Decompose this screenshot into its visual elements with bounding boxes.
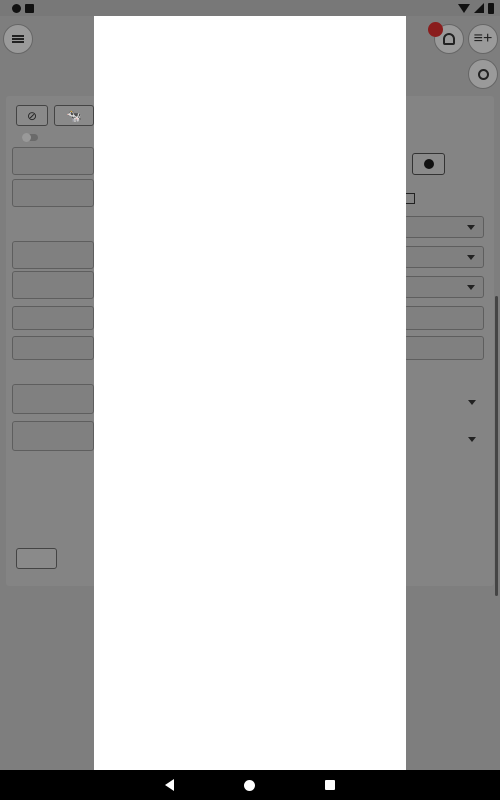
created-after-input[interactable] xyxy=(12,421,94,451)
status-bar xyxy=(0,0,500,16)
chevron-down-icon xyxy=(468,400,476,405)
dob-dropdown[interactable] xyxy=(404,392,484,414)
chevron-down-icon xyxy=(467,255,475,260)
recent-apps-icon[interactable] xyxy=(325,780,335,790)
download-button[interactable] xyxy=(412,153,445,175)
clipboard-notification-icon xyxy=(25,4,34,13)
chevron-down-icon xyxy=(467,285,475,290)
hamburger-icon xyxy=(12,35,24,43)
notification-badge xyxy=(428,22,443,37)
sort-by-select[interactable] xyxy=(12,147,94,175)
navigation-bar xyxy=(0,770,500,800)
show-archived-toggle[interactable] xyxy=(22,134,38,141)
tag-filter-input-right[interactable] xyxy=(404,306,484,330)
menu-button[interactable] xyxy=(3,24,33,54)
cow-add-icon: 🐄 xyxy=(66,108,82,123)
ranch-filter-dropdown[interactable] xyxy=(404,246,484,268)
search-button[interactable] xyxy=(468,59,498,89)
cattle-number-input[interactable] xyxy=(12,179,94,207)
battery-icon xyxy=(488,3,494,14)
dob-after-input[interactable] xyxy=(12,384,94,414)
chevron-down-icon xyxy=(468,437,476,442)
playlist-add-icon: ≡+ xyxy=(473,30,493,47)
tag-filter-input[interactable] xyxy=(12,306,94,330)
back-icon[interactable] xyxy=(165,779,174,791)
status-indicators xyxy=(458,3,494,14)
weight-filter-input[interactable] xyxy=(12,336,94,360)
history-dialog xyxy=(94,16,406,770)
app-notification-icon xyxy=(12,4,21,13)
age-unit-select[interactable] xyxy=(404,216,484,238)
search-icon xyxy=(478,69,489,80)
add-cattle-button[interactable] xyxy=(54,105,94,126)
chevron-down-icon xyxy=(467,225,475,230)
weight-filter-input-right[interactable] xyxy=(404,336,484,360)
report-filter-select[interactable] xyxy=(12,271,94,299)
created-dropdown[interactable] xyxy=(404,429,484,451)
add-list-button[interactable] xyxy=(468,24,498,54)
clear-filter-button[interactable] xyxy=(16,105,48,126)
download-icon xyxy=(424,159,434,169)
bell-icon xyxy=(443,33,455,45)
scrollbar[interactable] xyxy=(495,296,498,596)
view-button[interactable] xyxy=(16,548,57,569)
signal-icon xyxy=(474,3,484,13)
filter-off-icon: ⊘ xyxy=(26,108,38,123)
home-icon[interactable] xyxy=(244,780,255,791)
ranch-filter-select[interactable] xyxy=(12,241,94,269)
report-filter-dropdown[interactable] xyxy=(404,276,484,298)
wifi-icon xyxy=(458,4,470,13)
